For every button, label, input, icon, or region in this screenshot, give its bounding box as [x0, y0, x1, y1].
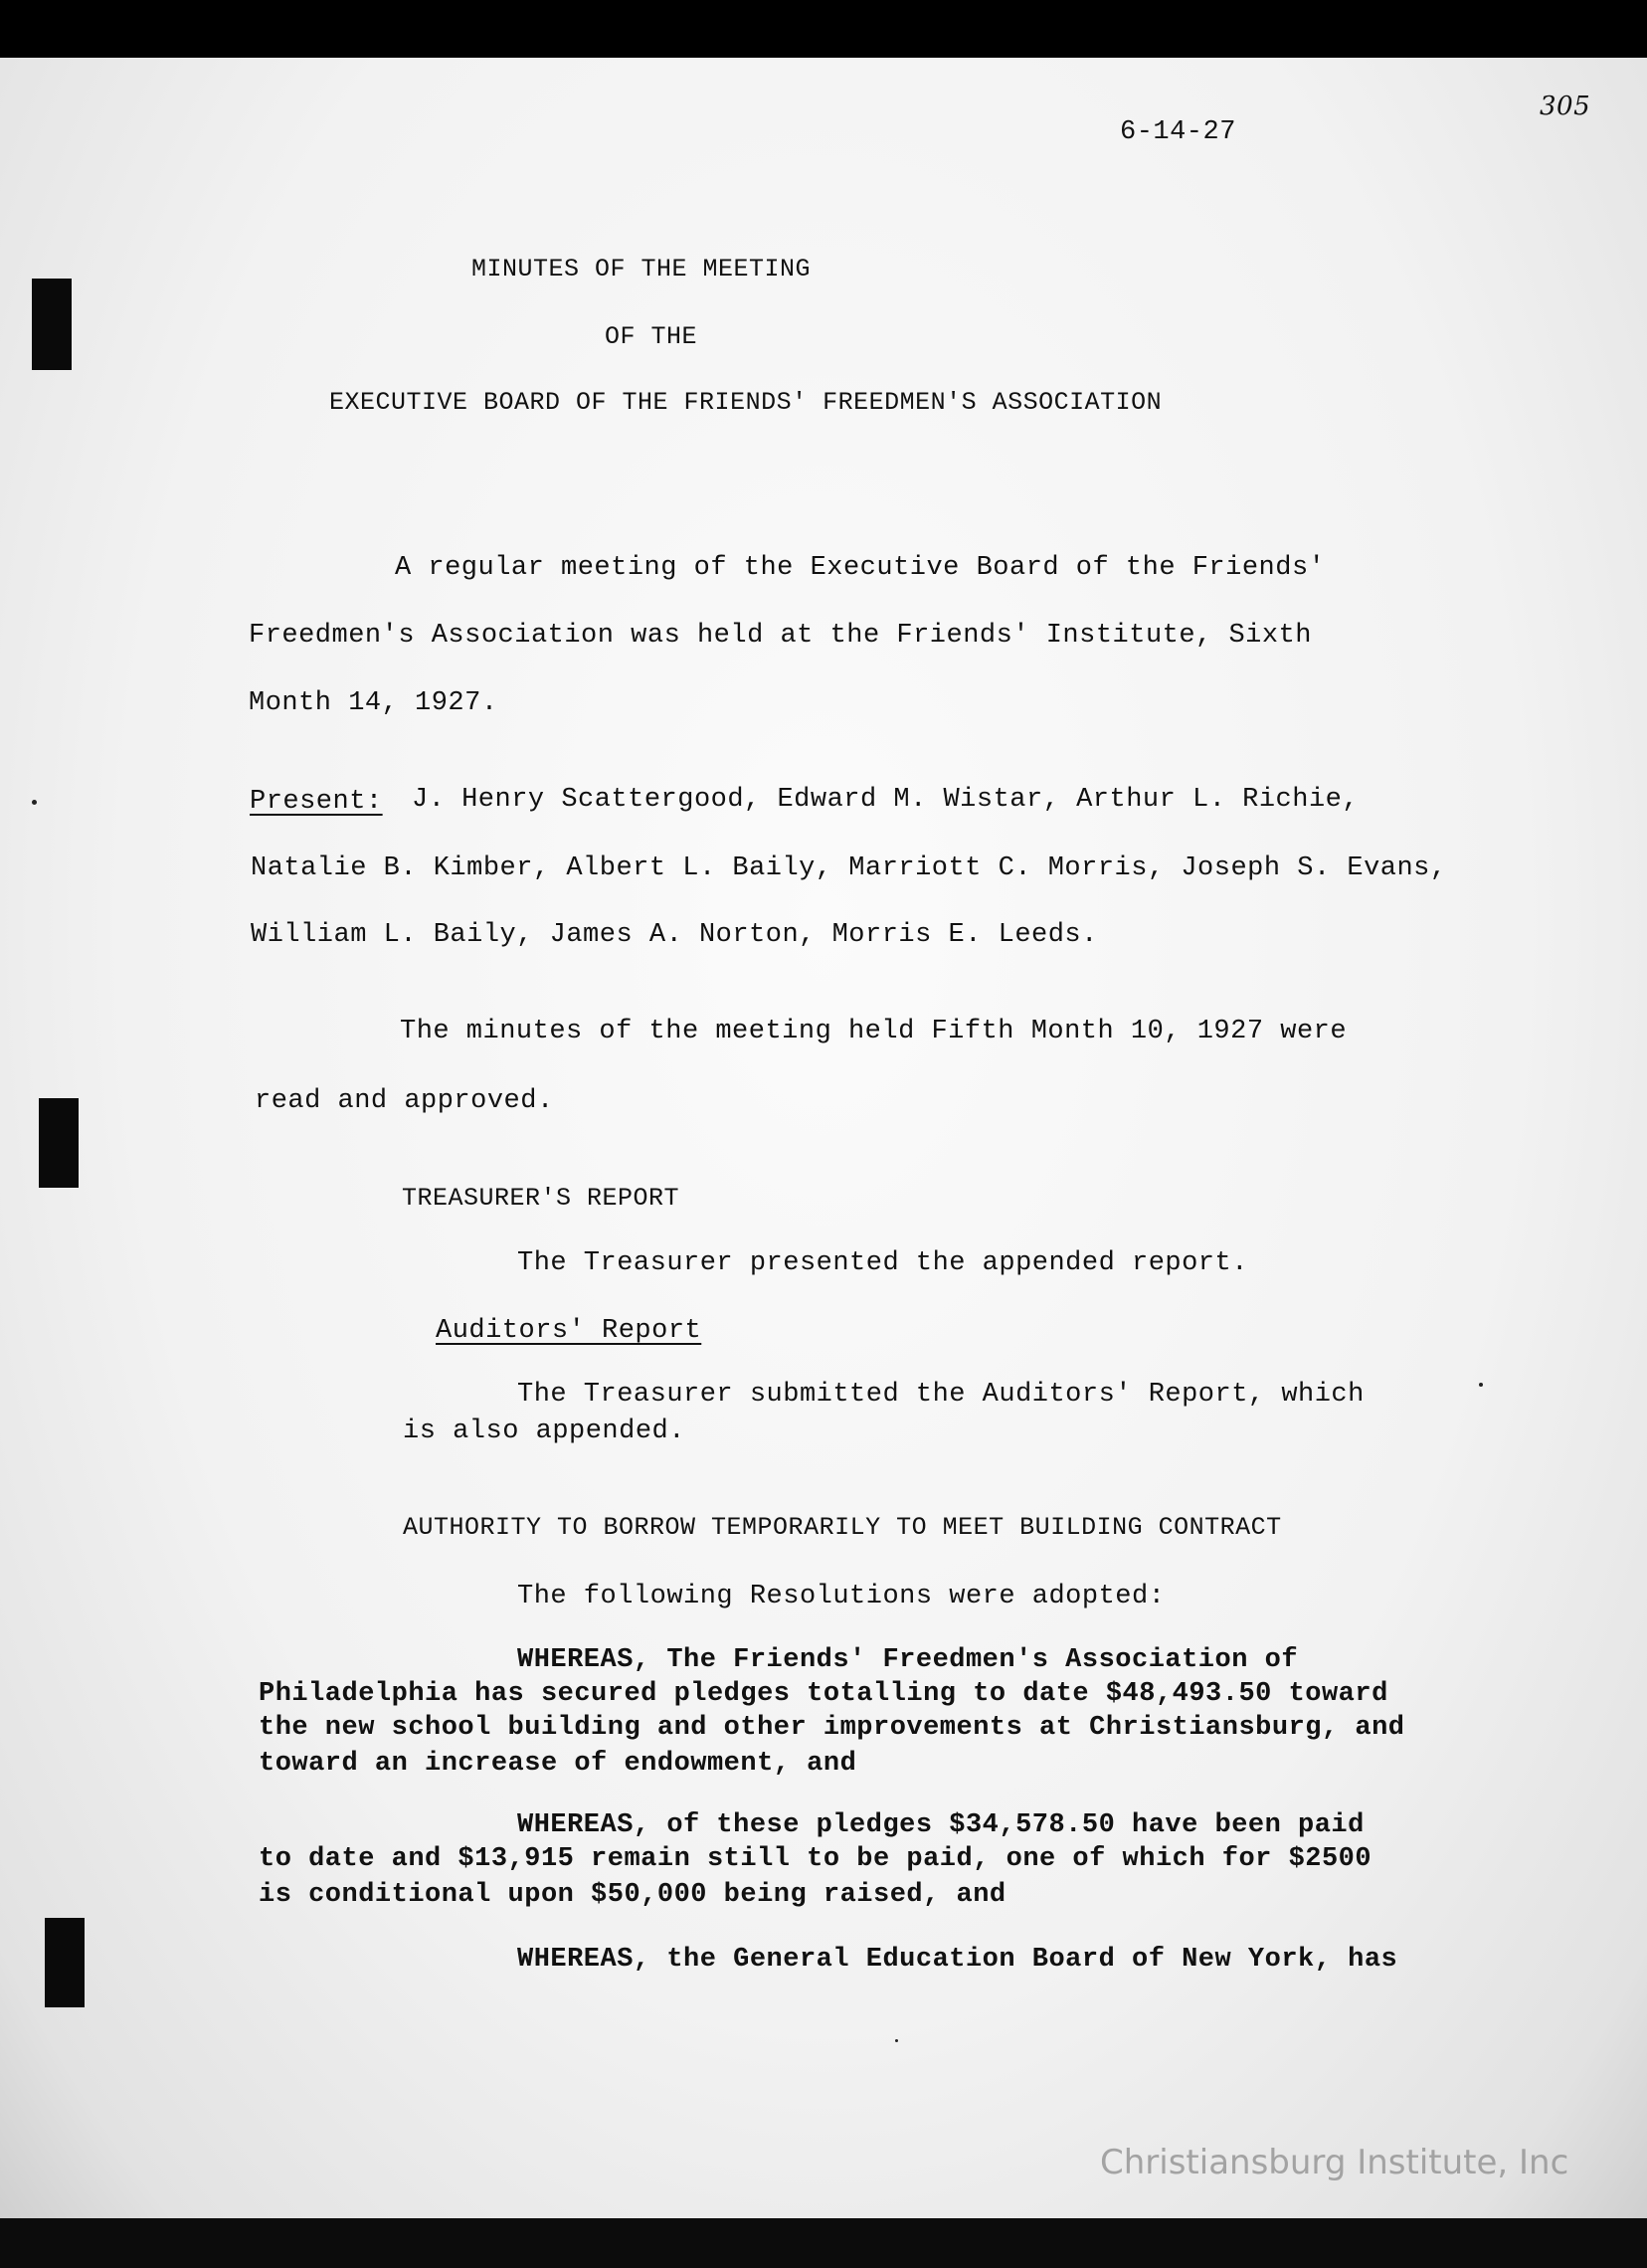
minutes-approval-line-2: read and approved. — [255, 1086, 554, 1116]
treasurers-report-text: The Treasurer presented the appended report. — [517, 1248, 1248, 1278]
present-line-2: Natalie B. Kimber, Albert L. Baily, Marriott C. Morris, Joseph S. Evans, — [251, 853, 1447, 883]
binding-tab-middle — [39, 1098, 79, 1188]
whereas-2-line-2: to date and $13,915 remain still to be paid, one of which for $2500 — [259, 1844, 1372, 1874]
whereas-1-line-1: WHEREAS, The Friends' Freedmen's Association of — [517, 1645, 1299, 1675]
handwritten-page-number: 305 — [1540, 92, 1591, 121]
minutes-approval-line-1: The minutes of the meeting held Fifth Month 10, 1927 were — [400, 1017, 1348, 1046]
title-line-1: MINUTES OF THE MEETING — [471, 255, 812, 284]
auditors-report-line-2: is also appended. — [403, 1417, 685, 1446]
opening-paragraph-line-2: Freedmen's Association was held at the Friends' Institute, Sixth — [249, 621, 1312, 651]
whereas-2-line-1: WHEREAS, of these pledges $34,578.50 have been paid — [517, 1810, 1365, 1840]
title-line-3: EXECUTIVE BOARD OF THE FRIENDS' FREEDMEN'S ASSOCIATION — [329, 388, 1163, 417]
auditors-report-heading: Auditors' Report — [436, 1316, 702, 1346]
whereas-3-line-1: WHEREAS, the General Education Board of New York, has — [517, 1945, 1398, 1975]
binding-tab-top — [32, 279, 72, 370]
whereas-2-line-3: is conditional upon $50,000 being raised, and — [259, 1880, 1006, 1910]
auditors-report-line-1: The Treasurer submitted the Auditors' Report, which — [517, 1380, 1365, 1410]
document-date: 6-14-27 — [1120, 117, 1236, 147]
present-line-3: William L. Baily, James A. Norton, Morris E. Leeds. — [251, 920, 1098, 950]
present-label: Present: — [250, 787, 383, 817]
treasurers-report-heading: TREASURER'S REPORT — [402, 1184, 680, 1213]
binding-tab-bottom — [45, 1918, 85, 2007]
opening-paragraph-line-1: A regular meeting of the Executive Board of the Friends' — [395, 553, 1326, 583]
authority-to-borrow-heading: AUTHORITY TO BORROW TEMPORARILY TO MEET BUILDING CONTRACT — [403, 1513, 1282, 1542]
scan-bottom-border — [0, 2218, 1647, 2268]
resolutions-intro: The following Resolutions were adopted: — [517, 1582, 1166, 1611]
institution-watermark: Christiansburg Institute, Inc — [1100, 2143, 1569, 2182]
title-line-2: OF THE — [605, 322, 698, 351]
present-line-1: J. Henry Scattergood, Edward M. Wistar, Arthur L. Richie, — [412, 785, 1360, 815]
whereas-1-line-3: the new school building and other improvements at Christiansburg, and — [259, 1713, 1405, 1743]
whereas-1-line-2: Philadelphia has secured pledges totalling to date $48,493.50 toward — [259, 1679, 1388, 1709]
whereas-1-line-4: toward an increase of endowment, and — [259, 1749, 857, 1779]
opening-paragraph-line-3: Month 14, 1927. — [249, 688, 498, 718]
